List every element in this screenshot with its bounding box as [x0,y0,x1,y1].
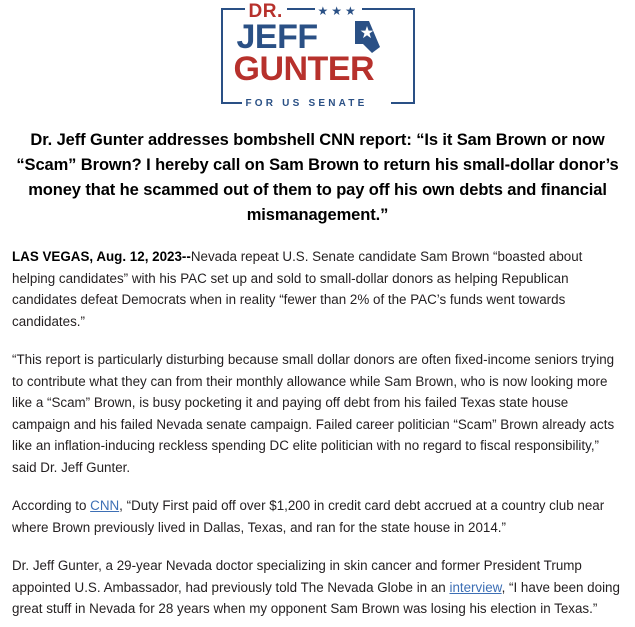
cnn-link[interactable]: CNN [90,498,120,513]
three-stars-icon: ★★★ [315,1,362,21]
paragraph-bio [12,555,623,620]
logo-frame-left [221,8,223,104]
paragraph-quote: “This report is particularly disturbing because small dollar donors are often fixed-income seniors trying to contribute what they can from their monthly allowance while Sam Brown, who is now looking more like a “Scam” Brown, is busy pocketing it and paying off debt from his failed Texas state house campaign and his failed Nevada senate campaign. Failed career politician “Scam” Brown already acts like an inflation-inducing reckless spending DC elite politician with no regard to fiscal responsibility,” said Dr. Jeff Gunter. [12,352,615,475]
campaign-logo-container [0,0,635,109]
logo-first-name: JEFF [236,18,318,56]
article-body [12,246,623,620]
logo-frame-right [413,8,415,104]
logo-frame-bottom-right [391,102,415,104]
paragraph-cnn [12,495,623,538]
logo-frame-top-right [357,8,415,10]
logo-frame-top-left [221,8,247,10]
paragraph-lead-text: Nevada repeat U.S. Senate candidate Sam Brown “boasted about helping candidates” with his PAC set up and sold to small-dollar donors as helping Republican candidates defeat Democrats when in reality “fewer than 2% of the PAC’s funds went towards candidates.” [12,249,583,329]
paragraph-bio-prefix: Dr. Jeff Gunter, a 29-year Nevada doctor specializing in skin cancer and former President Trump appointed U.S. Ambassador, had previously told The Nevada Globe in an [12,558,582,595]
logo-last-name: GUNTER [233,50,375,88]
paragraph-lead [12,246,623,332]
nevada-state-shape-icon [351,20,383,54]
paragraph-cnn-prefix: According to [12,498,91,513]
interview-link[interactable]: interview [449,579,502,595]
logo-tagline: FOR US SENATE [242,95,372,113]
page-title: Dr. Jeff Gunter addresses bombshell CNN report: “Is it Sam Brown or now “Scam” Brown? I hereby call on Sam Brown to return his small-dollar donor’s money that he scammed out of them to pay off his own debts and financial mismanagement.” [16,131,619,224]
paragraph-cnn-suffix: , “Duty First paid off over $1,200 in credit card debt accrued at a country club near where Brown previously lived in Dallas, Texas, and ran for the state house in 2014.” [12,498,605,535]
dateline: LAS VEGAS, Aug. 12, 2023-- [12,249,191,264]
campaign-logo [221,1,415,109]
paragraph-bio-suffix: , “I have been doing great stuff in Nevada for 28 years when my opponent Sam Brown was losing his election in Texas.” [12,579,620,616]
logo-dr-text: DR. [245,2,287,22]
